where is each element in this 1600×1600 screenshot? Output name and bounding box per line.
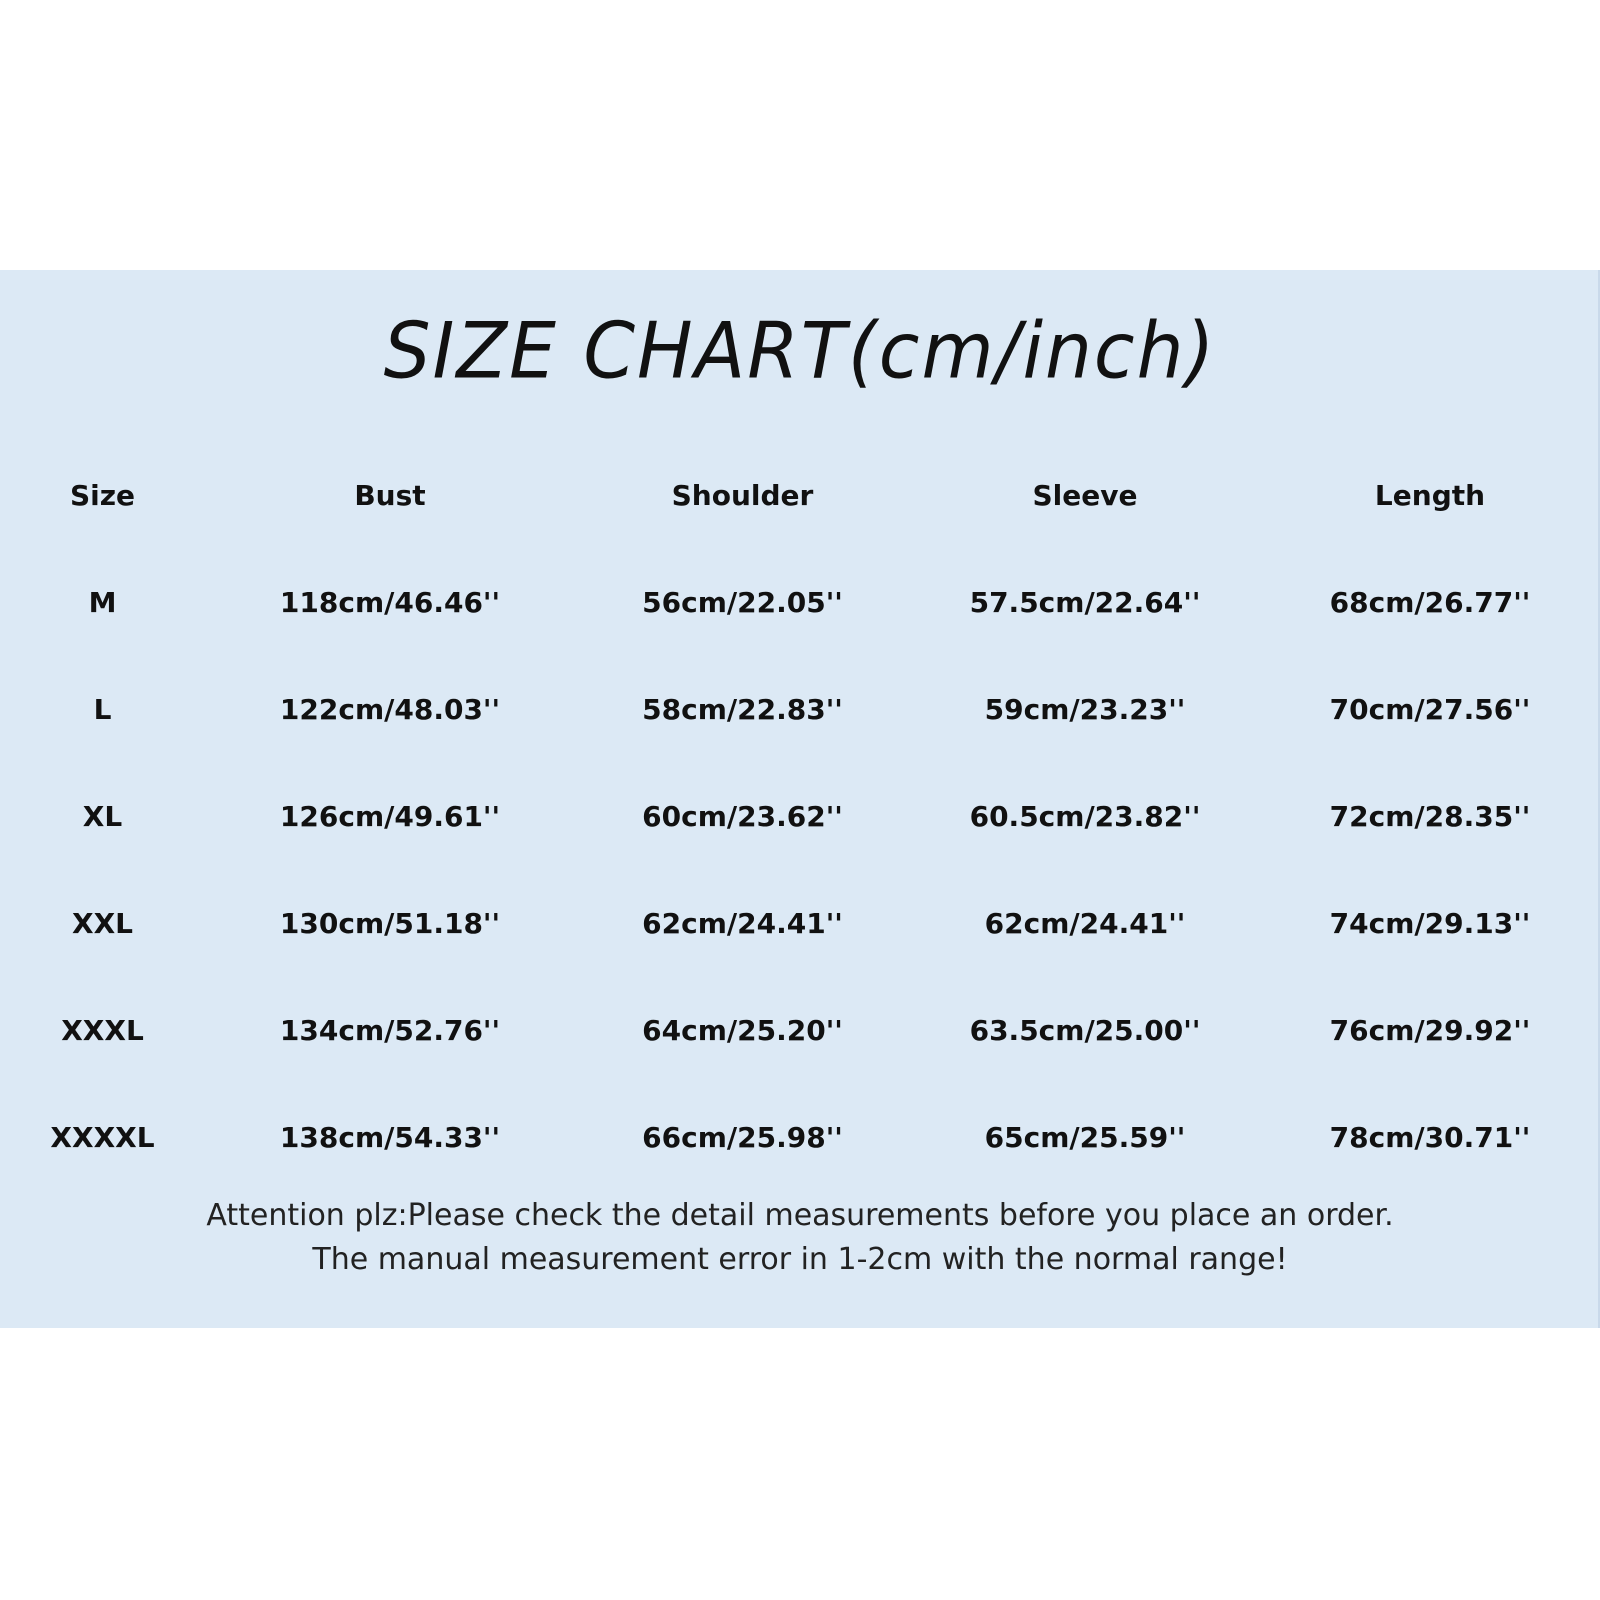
cell-sleeve: 60.5cm/23.82'' [969, 800, 1201, 833]
cell-shoulder: 60cm/23.62'' [642, 800, 843, 833]
cell-shoulder: 64cm/25.20'' [642, 1014, 843, 1047]
header-length: Length [1374, 479, 1486, 512]
cell-length: 68cm/26.77'' [1329, 586, 1531, 619]
cell-length: 78cm/30.71'' [1329, 1121, 1531, 1154]
cell-bust: 126cm/49.61'' [279, 800, 501, 833]
header-shoulder: Shoulder [671, 479, 814, 512]
table-row [0, 870, 1600, 977]
cell-sleeve: 65cm/25.59'' [984, 1121, 1186, 1154]
cell-bust: 134cm/52.76'' [279, 1014, 501, 1047]
cell-sleeve: 62cm/24.41'' [984, 907, 1186, 940]
cell-size: XXL [71, 907, 134, 940]
cell-sleeve: 63.5cm/25.00'' [969, 1014, 1201, 1047]
cell-shoulder: 62cm/24.41'' [642, 907, 843, 940]
cell-length: 76cm/29.92'' [1329, 1014, 1531, 1047]
cell-bust: 138cm/54.33'' [279, 1121, 501, 1154]
header-size: Size [69, 479, 136, 512]
cell-size: M [88, 586, 117, 619]
table-row [0, 1084, 1600, 1191]
cell-sleeve: 57.5cm/22.64'' [969, 586, 1201, 619]
cell-size: L [93, 693, 112, 726]
table-row [0, 549, 1600, 656]
table-row [0, 656, 1600, 763]
cell-sleeve: 59cm/23.23'' [984, 693, 1186, 726]
table-row [0, 763, 1600, 870]
cell-shoulder: 56cm/22.05'' [642, 586, 843, 619]
chart-title: SIZE CHART(cm/inch) [383, 305, 1217, 397]
size-table [0, 442, 1600, 1191]
table-row [0, 977, 1600, 1084]
cell-length: 72cm/28.35'' [1329, 800, 1531, 833]
cell-length: 74cm/29.13'' [1329, 907, 1531, 940]
cell-shoulder: 58cm/22.83'' [642, 693, 843, 726]
header-bust: Bust [354, 479, 426, 512]
cell-bust: 122cm/48.03'' [279, 693, 501, 726]
measurement-error-note: The manual measurement error in 1-2cm with the normal range! [312, 1242, 1288, 1277]
table-header-row [0, 442, 1600, 549]
cell-size: XXXXL [50, 1121, 155, 1154]
header-sleeve: Sleeve [1032, 479, 1138, 512]
cell-shoulder: 66cm/25.98'' [642, 1121, 843, 1154]
cell-size: XL [82, 800, 123, 833]
cell-bust: 130cm/51.18'' [279, 907, 501, 940]
cell-length: 70cm/27.56'' [1329, 693, 1531, 726]
cell-size: XXXL [61, 1014, 144, 1047]
cell-bust: 118cm/46.46'' [279, 586, 501, 619]
attention-note: Attention plz:Please check the detail measurements before you place an order. [206, 1198, 1394, 1233]
size-chart-panel [0, 270, 1600, 1328]
